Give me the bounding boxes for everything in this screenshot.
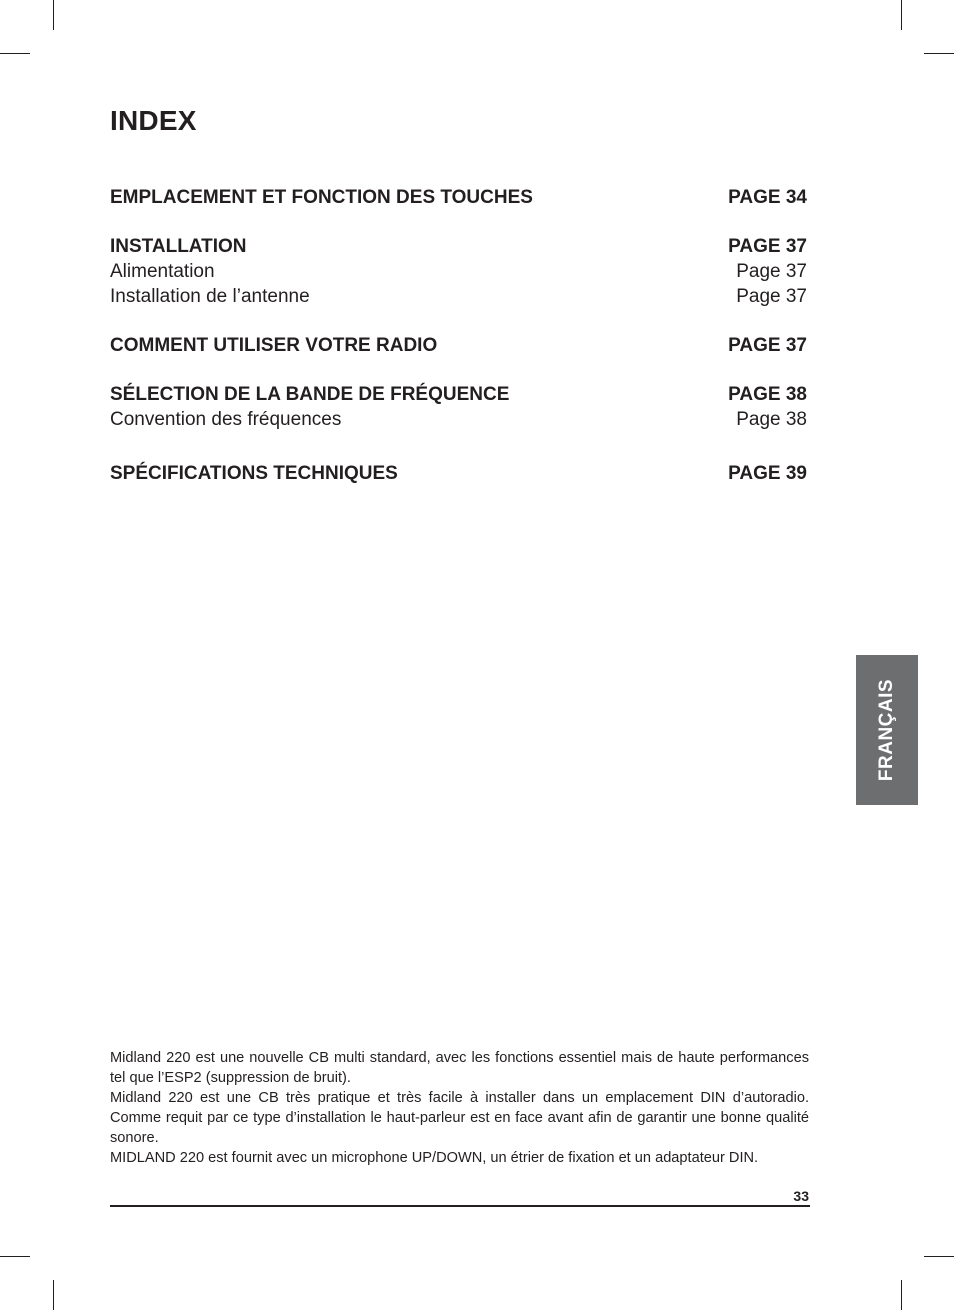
crop-mark-top-right-vertical [901, 0, 902, 30]
toc-label: EMPLACEMENT ET FONCTION DES TOUCHES [110, 187, 533, 208]
crop-mark-bottom-right-horizontal [924, 1256, 954, 1257]
page-number: 33 [793, 1188, 809, 1204]
toc-subentry-convention-frequences[interactable] [110, 407, 807, 432]
toc-page: PAGE 39 [728, 463, 807, 484]
toc-entry-utiliser-radio[interactable] [110, 333, 807, 358]
crop-mark-top-left-vertical [53, 0, 54, 30]
toc-subentry-antenne[interactable] [110, 284, 807, 309]
crop-mark-bottom-right-vertical [901, 1280, 902, 1310]
toc-page: Page 37 [736, 286, 807, 307]
toc-label: SÉLECTION DE LA BANDE DE FRÉQUENCE [110, 384, 510, 405]
crop-mark-bottom-left-vertical [53, 1280, 54, 1310]
toc-subentry-alimentation[interactable] [110, 259, 807, 284]
toc-page: Page 38 [736, 409, 807, 430]
toc-entry-emplacement[interactable] [110, 185, 807, 210]
toc-page: PAGE 34 [728, 187, 807, 208]
page-title: INDEX [110, 105, 197, 136]
toc-label: Alimentation [110, 261, 215, 282]
toc-page: Page 37 [736, 261, 807, 282]
toc-page: PAGE 37 [728, 335, 807, 356]
toc-label: COMMENT UTILISER VOTRE RADIO [110, 335, 438, 356]
toc-page: PAGE 38 [728, 384, 807, 405]
toc-label: Convention des fréquences [110, 409, 342, 430]
language-tab-label: FRANÇAIS [876, 678, 898, 782]
intro-paragraph: MIDLAND 220 est fournit avec un microphone UP/DOWN, un étrier de fixation et un adaptateur DIN. [110, 1150, 759, 1166]
intro-text [110, 1048, 809, 1168]
crop-mark-top-left-horizontal [0, 53, 30, 54]
intro-paragraph: Midland 220 est une CB très pratique et très facile à installer dans un emplacement DIN d’autoradio. Comme requit par ce type d’installation le haut-parleur est en face avant afin de garantir une bonne qualité sonore. [110, 1090, 809, 1146]
table-of-contents [110, 185, 807, 486]
language-tab [856, 655, 918, 805]
toc-page: PAGE 37 [728, 236, 807, 257]
crop-mark-bottom-left-horizontal [0, 1256, 30, 1257]
toc-entry-installation[interactable] [110, 234, 807, 259]
toc-entry-specifications[interactable] [110, 461, 807, 486]
toc-label: SPÉCIFICATIONS TECHNIQUES [110, 463, 398, 484]
intro-paragraph: Midland 220 est une nouvelle CB multi standard, avec les fonctions essentiel mais de haute performances tel que l’ESP2 (suppression de bruit). [110, 1050, 809, 1086]
toc-label: Installation de l’antenne [110, 286, 310, 307]
footer-rule [110, 1205, 810, 1207]
toc-entry-bande-frequence[interactable] [110, 382, 807, 407]
crop-mark-top-right-horizontal [924, 53, 954, 54]
toc-label: INSTALLATION [110, 236, 247, 257]
